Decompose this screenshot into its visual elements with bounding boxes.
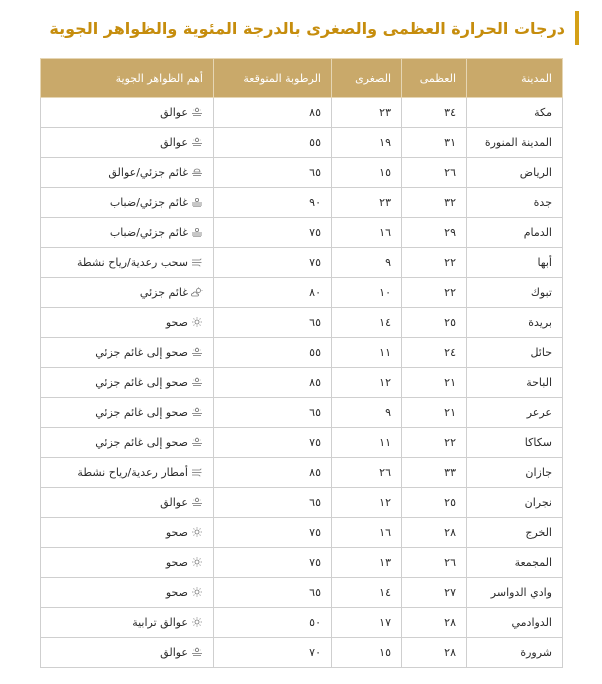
weather-cell: [41, 398, 214, 428]
table-row: [41, 248, 563, 278]
partly-cloudy-icon: [191, 287, 203, 297]
table-row: [41, 488, 563, 518]
weather-cell: [41, 458, 214, 488]
haze-icon: [191, 377, 203, 387]
max-temp-cell: ٣٣: [402, 458, 467, 488]
table-row: [41, 128, 563, 158]
haze-icon: [191, 347, 203, 357]
city-cell: الدمام: [467, 218, 563, 248]
weather-text: غائم جزئي/ضباب: [109, 226, 188, 239]
haze-icon: [191, 407, 203, 417]
min-temp-cell: ١٦: [332, 218, 402, 248]
max-temp-cell: ٢٦: [402, 158, 467, 188]
min-temp-cell: ١٤: [332, 578, 402, 608]
weather-cell: [41, 278, 214, 308]
weather-cell: [41, 368, 214, 398]
max-temp-cell: ٢٨: [402, 518, 467, 548]
city-cell: جدة: [467, 188, 563, 218]
weather-text: غائم جزئي/عوالق: [108, 166, 188, 179]
weather-text: عوالق: [160, 496, 188, 509]
weather-cell: [41, 98, 214, 128]
max-temp-cell: ٢٩: [402, 218, 467, 248]
humidity-cell: ٧٠: [214, 638, 332, 668]
table-row: [41, 548, 563, 578]
humidity-cell: ٦٥: [214, 158, 332, 188]
table-row: [41, 398, 563, 428]
table-row: [41, 188, 563, 218]
humidity-cell: ٩٠: [214, 188, 332, 218]
table-row: [41, 218, 563, 248]
sun-icon: [191, 317, 203, 327]
city-cell: حائل: [467, 338, 563, 368]
weather-cell: [41, 338, 214, 368]
min-temp-cell: ٩: [332, 398, 402, 428]
weather-text: سحب رعدية/رياح نشطة: [76, 256, 188, 269]
weather-text: صحو: [165, 556, 188, 569]
min-temp-cell: ١٣: [332, 548, 402, 578]
weather-text: عوالق: [160, 136, 188, 149]
humidity-cell: ٦٥: [214, 488, 332, 518]
min-temp-cell: ١٢: [332, 368, 402, 398]
haze-icon: [191, 497, 203, 507]
title-accent-bar: [575, 11, 579, 45]
sun-icon: [191, 587, 203, 597]
min-temp-cell: ١١: [332, 338, 402, 368]
wind-icon: [191, 257, 203, 267]
weather-cell: [41, 158, 214, 188]
max-temp-cell: ٢٨: [402, 638, 467, 668]
weather-text: غائم جزئي: [139, 286, 188, 299]
table-row: [41, 338, 563, 368]
humidity-cell: ٧٥: [214, 428, 332, 458]
weather-cell: [41, 488, 214, 518]
humidity-cell: ٧٥: [214, 548, 332, 578]
city-cell: أبها: [467, 248, 563, 278]
min-temp-cell: ١٤: [332, 308, 402, 338]
min-temp-cell: ١١: [332, 428, 402, 458]
cloud-haze-icon: [191, 167, 203, 177]
city-cell: نجران: [467, 488, 563, 518]
humidity-cell: ٧٥: [214, 248, 332, 278]
weather-text: صحو إلى غائم جزئي: [95, 436, 188, 449]
min-temp-cell: ٢٣: [332, 98, 402, 128]
table-row: [41, 518, 563, 548]
weather-cell: [41, 518, 214, 548]
city-cell: الباحة: [467, 368, 563, 398]
weather-cell: [41, 548, 214, 578]
humidity-cell: ٧٥: [214, 218, 332, 248]
fog-icon: [191, 197, 203, 207]
haze-icon: [191, 437, 203, 447]
weather-text: صحو إلى غائم جزئي: [95, 346, 188, 359]
weather-cell: [41, 308, 214, 338]
weather-cell: [41, 428, 214, 458]
weather-cell: [41, 188, 214, 218]
max-temp-cell: ٢٢: [402, 248, 467, 278]
min-temp-cell: ١٦: [332, 518, 402, 548]
city-cell: سكاكا: [467, 428, 563, 458]
weather-text: أمطار رعدية/رياح نشطة: [77, 466, 188, 479]
weather-text: صحو: [165, 586, 188, 599]
haze-icon: [191, 137, 203, 147]
weather-cell: [41, 578, 214, 608]
col-header-max: العظمى: [402, 59, 467, 98]
col-header-humidity: الرطوبة المتوقعة: [214, 59, 332, 98]
max-temp-cell: ٢١: [402, 398, 467, 428]
page-title-block: [49, 10, 579, 46]
table-row: [41, 638, 563, 668]
weather-text: صحو: [165, 316, 188, 329]
page-title: درجات الحرارة العظمى والصغرى بالدرجة المئوية والظواهر الجوية: [49, 18, 565, 38]
col-header-city: المدينة: [467, 59, 563, 98]
weather-cell: [41, 128, 214, 158]
city-cell: عرعر: [467, 398, 563, 428]
city-cell: الدوادمي: [467, 608, 563, 638]
city-cell: شرورة: [467, 638, 563, 668]
humidity-cell: ٥٥: [214, 338, 332, 368]
humidity-cell: ٦٥: [214, 398, 332, 428]
min-temp-cell: ١٠: [332, 278, 402, 308]
city-cell: مكة: [467, 98, 563, 128]
haze-icon: [191, 107, 203, 117]
table-row: [41, 578, 563, 608]
min-temp-cell: ١٥: [332, 638, 402, 668]
weather-text: صحو إلى غائم جزئي: [95, 406, 188, 419]
max-temp-cell: ٢١: [402, 368, 467, 398]
sun-icon: [191, 557, 203, 567]
min-temp-cell: ١٩: [332, 128, 402, 158]
table-row: [41, 608, 563, 638]
max-temp-cell: ٢٥: [402, 308, 467, 338]
table-header-row: [41, 59, 563, 98]
humidity-cell: ٧٥: [214, 518, 332, 548]
weather-table: [40, 58, 563, 668]
humidity-cell: ٨٥: [214, 458, 332, 488]
col-header-min: الصغرى: [332, 59, 402, 98]
weather-text: عوالق: [160, 646, 188, 659]
max-temp-cell: ٢٥: [402, 488, 467, 518]
min-temp-cell: ١٧: [332, 608, 402, 638]
weather-text: صحو إلى غائم جزئي: [95, 376, 188, 389]
weather-cell: [41, 248, 214, 278]
city-cell: بريدة: [467, 308, 563, 338]
city-cell: المجمعة: [467, 548, 563, 578]
humidity-cell: ٥٥: [214, 128, 332, 158]
weather-text: عوالق ترابية: [132, 616, 188, 629]
weather-cell: [41, 608, 214, 638]
min-temp-cell: ٢٦: [332, 458, 402, 488]
wind-icon: [191, 467, 203, 477]
col-header-weather: أهم الظواهر الجوية: [41, 59, 214, 98]
weather-text: عوالق: [160, 106, 188, 119]
sun-icon: [191, 617, 203, 627]
table-row: [41, 308, 563, 338]
max-temp-cell: ٣٢: [402, 188, 467, 218]
min-temp-cell: ٢٣: [332, 188, 402, 218]
humidity-cell: ٨٥: [214, 368, 332, 398]
min-temp-cell: ١٢: [332, 488, 402, 518]
table-body: [41, 98, 563, 668]
max-temp-cell: ٢٤: [402, 338, 467, 368]
fog-icon: [191, 227, 203, 237]
city-cell: تبوك: [467, 278, 563, 308]
max-temp-cell: ٣١: [402, 128, 467, 158]
city-cell: الرياض: [467, 158, 563, 188]
city-cell: وادي الدواسر: [467, 578, 563, 608]
sun-icon: [191, 527, 203, 537]
city-cell: جازان: [467, 458, 563, 488]
table-row: [41, 278, 563, 308]
max-temp-cell: ٢٨: [402, 608, 467, 638]
table-row: [41, 428, 563, 458]
weather-cell: [41, 638, 214, 668]
table-row: [41, 158, 563, 188]
max-temp-cell: ٢٦: [402, 548, 467, 578]
humidity-cell: ٦٥: [214, 578, 332, 608]
humidity-cell: ٥٠: [214, 608, 332, 638]
city-cell: الخرج: [467, 518, 563, 548]
haze-icon: [191, 647, 203, 657]
min-temp-cell: ٩: [332, 248, 402, 278]
humidity-cell: ٨٠: [214, 278, 332, 308]
max-temp-cell: ٢٧: [402, 578, 467, 608]
table-row: [41, 368, 563, 398]
humidity-cell: ٦٥: [214, 308, 332, 338]
weather-text: غائم جزئي/ضباب: [109, 196, 188, 209]
weather-cell: [41, 218, 214, 248]
weather-text: صحو: [165, 526, 188, 539]
max-temp-cell: ٣٤: [402, 98, 467, 128]
max-temp-cell: ٢٢: [402, 278, 467, 308]
table-row: [41, 458, 563, 488]
min-temp-cell: ١٥: [332, 158, 402, 188]
max-temp-cell: ٢٢: [402, 428, 467, 458]
city-cell: المدينة المنورة: [467, 128, 563, 158]
humidity-cell: ٨٥: [214, 98, 332, 128]
table-row: [41, 98, 563, 128]
